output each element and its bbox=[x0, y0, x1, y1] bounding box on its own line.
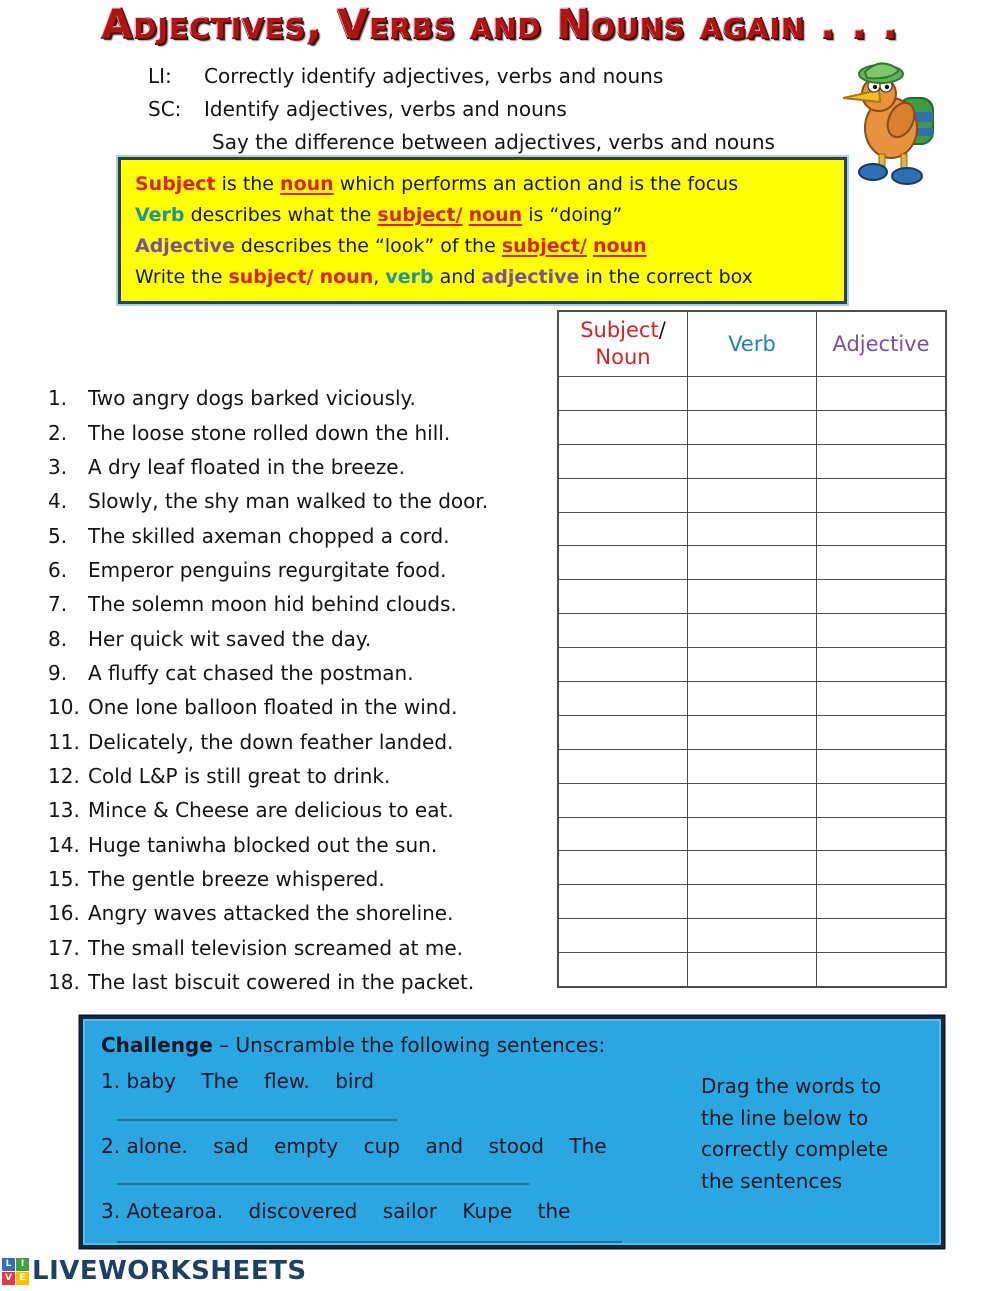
sentence-item bbox=[48, 793, 488, 827]
info-line bbox=[135, 200, 830, 231]
table-cell[interactable] bbox=[688, 715, 817, 749]
objective-text: Identify adjectives, verbs and nouns bbox=[204, 97, 567, 121]
grammar-table bbox=[557, 310, 947, 988]
text-segment: describes what the bbox=[184, 204, 378, 226]
table-cell[interactable] bbox=[817, 614, 947, 648]
table-cell[interactable] bbox=[688, 885, 817, 919]
table-cell[interactable] bbox=[817, 885, 947, 919]
table-cell[interactable] bbox=[558, 478, 688, 512]
table-cell[interactable] bbox=[817, 783, 947, 817]
sentence-number: 8. bbox=[48, 626, 68, 651]
table-cell[interactable] bbox=[688, 546, 817, 580]
liveworksheets-footer bbox=[2, 1256, 307, 1286]
table-cell[interactable] bbox=[817, 512, 947, 546]
table-row bbox=[558, 715, 946, 749]
table-cell[interactable] bbox=[558, 377, 688, 411]
challenge-item-words: baby The flew. bird bbox=[126, 1069, 375, 1093]
text-segment: describes the “look” of the bbox=[234, 235, 502, 257]
challenge-item bbox=[101, 1199, 570, 1223]
table-row bbox=[558, 410, 946, 444]
table-cell[interactable] bbox=[558, 783, 688, 817]
table-cell[interactable] bbox=[688, 953, 817, 987]
challenge-item bbox=[101, 1134, 607, 1158]
sentence-text: Delicately, the down feather landed. bbox=[88, 729, 454, 754]
table-cell[interactable] bbox=[688, 377, 817, 411]
sentence-number: 9. bbox=[48, 660, 68, 685]
table-cell[interactable] bbox=[558, 512, 688, 546]
objective-row bbox=[148, 126, 775, 159]
table-cell[interactable] bbox=[688, 614, 817, 648]
table-cell[interactable] bbox=[688, 749, 817, 783]
sentence-number: 17. bbox=[48, 935, 80, 960]
table-row bbox=[558, 648, 946, 682]
challenge-item bbox=[101, 1069, 374, 1093]
table-cell[interactable] bbox=[817, 410, 947, 444]
table-cell[interactable] bbox=[558, 817, 688, 851]
sentence-item bbox=[48, 621, 488, 655]
sentence-text: One lone balloon floated in the wind. bbox=[88, 695, 458, 720]
sentence-number: 6. bbox=[48, 557, 68, 582]
challenge-heading-rest: – Unscramble the following sentences: bbox=[212, 1033, 606, 1057]
table-cell[interactable] bbox=[558, 648, 688, 682]
table-row bbox=[558, 851, 946, 885]
sentence-text: Huge taniwha blocked out the sun. bbox=[88, 832, 438, 857]
table-cell[interactable] bbox=[688, 512, 817, 546]
sentence-text: Emperor penguins regurgitate food. bbox=[88, 557, 447, 582]
table-cell[interactable] bbox=[817, 749, 947, 783]
table-cell[interactable] bbox=[817, 851, 947, 885]
table-cell[interactable] bbox=[688, 444, 817, 478]
table-cell[interactable] bbox=[817, 444, 947, 478]
sentence-item bbox=[48, 931, 488, 965]
sentence-item bbox=[48, 381, 488, 415]
info-box bbox=[118, 157, 847, 304]
info-line bbox=[135, 231, 830, 262]
sentence-text: The last biscuit cowered in the packet. bbox=[88, 970, 475, 995]
challenge-item-number: 3. bbox=[101, 1199, 127, 1223]
table-cell[interactable] bbox=[817, 580, 947, 614]
sentence-item bbox=[48, 759, 488, 793]
table-cell[interactable] bbox=[558, 953, 688, 987]
table-cell[interactable] bbox=[558, 851, 688, 885]
drag-note: Drag the words to the line below to correctly complete the sentences bbox=[701, 1074, 889, 1193]
table-header-subject-noun bbox=[558, 311, 688, 377]
sentence-number: 16. bbox=[48, 901, 80, 926]
text-segment: Write the bbox=[135, 266, 229, 288]
sentence-list bbox=[48, 381, 488, 999]
sentence-number: 18. bbox=[48, 970, 80, 995]
table-row bbox=[558, 512, 946, 546]
sentence-text: The skilled axeman chopped a cord. bbox=[88, 523, 450, 548]
sentence-text: A fluffy cat chased the postman. bbox=[88, 660, 414, 685]
sentence-text: Her quick wit saved the day. bbox=[88, 626, 372, 651]
text-segment: , bbox=[373, 266, 386, 288]
table-cell[interactable] bbox=[558, 546, 688, 580]
table-cell[interactable] bbox=[558, 444, 688, 478]
kiwi-illustration bbox=[843, 54, 947, 186]
table-cell[interactable] bbox=[688, 478, 817, 512]
objective-row bbox=[148, 93, 775, 126]
sentence-item bbox=[48, 415, 488, 449]
sentence-item bbox=[48, 484, 488, 518]
sentence-item bbox=[48, 862, 488, 896]
text-segment: Verb bbox=[135, 204, 185, 226]
objective-row bbox=[148, 60, 775, 93]
table-row bbox=[558, 614, 946, 648]
table-cell[interactable] bbox=[817, 817, 947, 851]
table-row bbox=[558, 546, 946, 580]
table-cell[interactable] bbox=[817, 715, 947, 749]
sentence-item bbox=[48, 587, 488, 621]
text-segment: adjective bbox=[481, 266, 580, 288]
table-cell[interactable] bbox=[817, 478, 947, 512]
table-row bbox=[558, 885, 946, 919]
text-segment: which performs an action and is the focus bbox=[333, 173, 739, 195]
text-segment: noun bbox=[319, 266, 374, 288]
objective-text: Say the difference between adjectives, verbs and nouns bbox=[212, 130, 775, 154]
sentence-text: Two angry dogs barked viciously. bbox=[88, 386, 416, 411]
text-segment: Noun bbox=[595, 345, 651, 369]
sentence-item bbox=[48, 827, 488, 861]
challenge-heading-bold: Challenge bbox=[101, 1033, 213, 1057]
sentence-text: The small television screamed at me. bbox=[88, 935, 464, 960]
table-cell[interactable] bbox=[688, 580, 817, 614]
table-header-adjective: Adjective bbox=[817, 311, 947, 377]
answer-line[interactable] bbox=[117, 1241, 622, 1243]
sentence-text: The solemn moon hid behind clouds. bbox=[88, 592, 457, 617]
table-row bbox=[558, 580, 946, 614]
text-segment: Subject bbox=[135, 173, 216, 195]
sentence-number: 11. bbox=[48, 729, 80, 754]
table-row bbox=[558, 444, 946, 478]
table-cell[interactable] bbox=[688, 851, 817, 885]
sentence-number: 15. bbox=[48, 866, 80, 891]
text-segment: / bbox=[658, 318, 666, 342]
text-segment: noun bbox=[280, 173, 334, 195]
sentence-number: 13. bbox=[48, 798, 80, 823]
table-row bbox=[558, 478, 946, 512]
sentence-item bbox=[48, 518, 488, 552]
sentence-item bbox=[48, 450, 488, 484]
page-title: Adjectives, Verbs and Nouns again . . . bbox=[101, 2, 899, 48]
table-cell[interactable] bbox=[817, 648, 947, 682]
table-row bbox=[558, 682, 946, 716]
text-segment: noun bbox=[468, 204, 523, 226]
info-line bbox=[135, 262, 830, 293]
table-cell[interactable] bbox=[817, 953, 947, 987]
table-cell[interactable] bbox=[817, 546, 947, 580]
table-cell[interactable] bbox=[558, 580, 688, 614]
sentence-number: 2. bbox=[48, 420, 68, 445]
text-segment: and bbox=[433, 266, 482, 288]
challenge-item-number: 2. bbox=[101, 1134, 127, 1158]
table-row bbox=[558, 783, 946, 817]
answer-line[interactable] bbox=[117, 1183, 529, 1185]
sentence-number: 4. bbox=[48, 489, 68, 514]
sentence-number: 5. bbox=[48, 523, 68, 548]
sentence-text: Slowly, the shy man walked to the door. bbox=[88, 489, 489, 514]
table-cell[interactable] bbox=[688, 783, 817, 817]
table-cell[interactable] bbox=[558, 919, 688, 953]
table-row bbox=[558, 953, 946, 987]
objective-text: Correctly identify adjectives, verbs and nouns bbox=[204, 64, 664, 88]
sentence-text: The gentle breeze whispered. bbox=[88, 866, 385, 891]
table-cell[interactable] bbox=[688, 919, 817, 953]
objective-label bbox=[148, 126, 204, 159]
challenge-item-words: alone. sad empty cup and stood The bbox=[126, 1134, 607, 1158]
table-cell[interactable] bbox=[688, 648, 817, 682]
sentence-item bbox=[48, 724, 488, 758]
answer-line[interactable] bbox=[117, 1119, 397, 1121]
sentence-item bbox=[48, 656, 488, 690]
table-row bbox=[558, 817, 946, 851]
header-subject-line bbox=[559, 317, 687, 344]
sentence-number: 10. bbox=[48, 695, 80, 720]
challenge-heading bbox=[101, 1033, 605, 1057]
logo-letter: I bbox=[16, 1258, 29, 1271]
objective-label: SC: bbox=[148, 97, 182, 121]
text-segment: noun bbox=[592, 235, 647, 257]
text-segment: verb bbox=[385, 266, 434, 288]
sentence-text: Cold L&P is still great to drink. bbox=[88, 763, 391, 788]
challenge-box bbox=[80, 1016, 944, 1248]
challenge-item-number: 1. bbox=[101, 1069, 127, 1093]
table-row bbox=[558, 919, 946, 953]
header-noun-line bbox=[559, 344, 687, 371]
objective-label: LI: bbox=[148, 64, 172, 88]
table-cell[interactable] bbox=[558, 749, 688, 783]
text-segment: subject/ bbox=[228, 266, 314, 288]
table-cell[interactable] bbox=[558, 682, 688, 716]
sentence-number: 14. bbox=[48, 832, 80, 857]
challenge-item-words: Aotearoa. discovered sailor Kupe the bbox=[126, 1199, 571, 1223]
text-segment: Adjective bbox=[135, 235, 235, 257]
table-cell[interactable] bbox=[558, 885, 688, 919]
table-header-row bbox=[558, 311, 946, 377]
table-cell[interactable] bbox=[688, 410, 817, 444]
table-cell[interactable] bbox=[817, 377, 947, 411]
objectives bbox=[148, 60, 775, 159]
text-segment: is “doing” bbox=[522, 204, 623, 226]
table-body bbox=[558, 377, 946, 988]
liveworksheets-logo bbox=[2, 1258, 29, 1285]
sentence-text: A dry leaf floated in the breeze. bbox=[88, 454, 405, 479]
sentence-number: 7. bbox=[48, 592, 68, 617]
sentence-item bbox=[48, 690, 488, 724]
table-cell[interactable] bbox=[558, 410, 688, 444]
table-cell[interactable] bbox=[688, 817, 817, 851]
table-cell[interactable] bbox=[688, 682, 817, 716]
table-header-verb: Verb bbox=[688, 311, 817, 377]
table-row bbox=[558, 749, 946, 783]
table-cell[interactable] bbox=[558, 715, 688, 749]
sentence-item bbox=[48, 553, 488, 587]
logo-letter: L bbox=[2, 1258, 15, 1271]
sentence-text: Angry waves attacked the shoreline. bbox=[88, 901, 454, 926]
table-cell[interactable] bbox=[817, 682, 947, 716]
sentence-text: The loose stone rolled down the hill. bbox=[88, 420, 451, 445]
sentence-text: Mince & Cheese are delicious to eat. bbox=[88, 798, 454, 823]
table-cell[interactable] bbox=[558, 614, 688, 648]
sentence-item bbox=[48, 965, 488, 999]
sentence-number: 3. bbox=[48, 454, 68, 479]
text-segment: is the bbox=[215, 173, 281, 195]
sentence-number: 1. bbox=[48, 386, 68, 411]
sentence-item bbox=[48, 896, 488, 930]
text-segment: subject/ bbox=[501, 235, 587, 257]
brand-text: LIVEWORKSHEETS bbox=[32, 1256, 307, 1286]
logo-letter: V bbox=[2, 1272, 15, 1285]
sentence-number: 12. bbox=[48, 763, 80, 788]
text-segment: subject/ bbox=[377, 204, 463, 226]
logo-letter: E bbox=[16, 1272, 29, 1285]
text-segment: in the correct box bbox=[579, 266, 753, 288]
table-cell[interactable] bbox=[817, 919, 947, 953]
info-line bbox=[135, 169, 830, 200]
text-segment: Subject bbox=[580, 318, 659, 342]
table-row bbox=[558, 377, 946, 411]
